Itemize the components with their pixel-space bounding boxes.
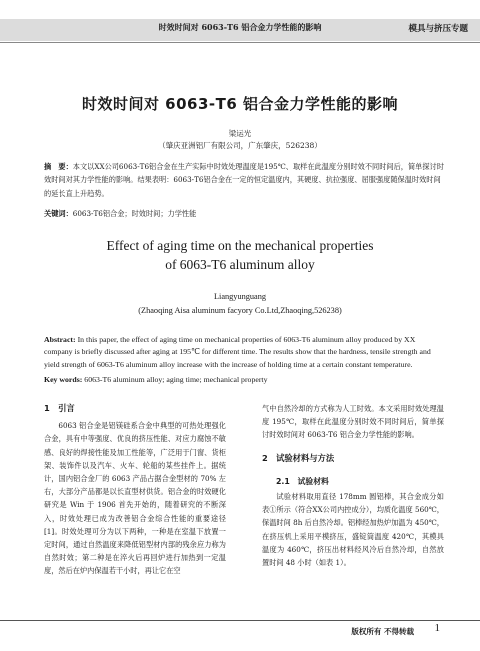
article-title-cn: 时效时间对 6063-T6 铝合金力学性能的影响 [81, 95, 399, 113]
abstract-label-cn: 摘 要： [44, 162, 73, 171]
section-2-heading: 2 试验材料与方法 [262, 452, 335, 463]
keywords-text-cn: 6063-T6铝合金；时效时间；力学性能 [72, 209, 197, 218]
abstract-cn [44, 160, 444, 200]
section-1-paragraph: 6063 铝合金是铝镁硅系合金中典型的可热处理强化合金，具有中等强度、优良的挤压性能、对应力腐蚀不敏感、良好的焊接性能及加工性能等，广泛用于门窗、货柜架、装饰件以及汽车、火车、轮船的某些挂件上。据统计，国内铝合金厂的 6063 产品占据合金型材的 70% 左右，大部分产品都是以长直型材供货。铝合金的时效硬化研究是 Win 于 1906 首先开始的，随着研究的不断深入，时效处理已成为改善铝合金综合性能的重要途径 [1]。时效处理可分为以下两种，一种是在室温下放置一定时间，通过自然温度来降低铝型材内部的残余应力称为自然时效；第二种是在淬火后再回炉进行加热到一定温度，然后在炉内保温若干小时，再让它在空 [44, 421, 226, 576]
footer-rule [0, 620, 480, 621]
abstract-en [44, 334, 444, 371]
right-column [262, 402, 444, 569]
section-2-1-heading: 2.1 试验材料 [276, 476, 329, 486]
affiliation-cn: （肇庆亚洲铝厂有限公司，广东肇庆，526238） [158, 141, 322, 150]
abstract-label-en: Abstract: [44, 335, 76, 344]
header-title: 时效时间对 6063-T6 铝合金力学性能的影响 [158, 22, 322, 32]
keywords-cn [44, 207, 444, 220]
keywords-text-en: 6063-T6 aluminum alloy; aging time; mechanical property [84, 375, 268, 384]
page-number: 1 [434, 622, 440, 634]
article-title-en-line1: Effect of aging time on the mechanical properties [106, 238, 374, 253]
keywords-label-cn: 关键词： [44, 209, 73, 218]
abstract-text-cn: 本文以XX公司6063-T6铝合金在生产实际中时效处理温度是195℃、取样在此温度分别时效不同时间后，简单探讨时效时间对其力学性能的影响。结果表明：6063-T6铝合金在一定的恒定温度内，其硬度、抗拉强度、屈服强度随保温时效时间的延长直上升趋势。 [44, 162, 444, 198]
keywords-en [44, 374, 444, 386]
header-rule [0, 42, 480, 43]
running-header [0, 0, 480, 44]
section-1-continued: 气中自然冷却的方式称为人工时效。本文采用时效处理温度 195℃，取样在此温度分别时效不同时间后，简单探讨时效时间对 6063-T6 铝合金力学性能的影响。 [262, 404, 444, 440]
abstract-text-en: In this paper, the effect of aging time on mechanical properties of 6063-T6 aluminum alloy produced by XX company is briefly discussed after aging at 195℃ for different time. The results show that the hardness, tensile strength and yield strength of 6063-T6 aluminum alloy increase with the increase of holding time at a certain constant temperature. [44, 335, 431, 369]
header-topic: 模具与挤压专题 [408, 24, 468, 34]
author-cn: 梁运光 [228, 129, 252, 138]
left-column [44, 402, 226, 578]
affiliation-en: (Zhaoqing Aisa aluminum facyory Co.Ltd,Zhaoqing,526238) [138, 306, 342, 315]
section-2-1-paragraph: 试验材料取用直径 178mm 圆铝棒，其合金成分如表①所示（符合XX公司内控成分），均质化温度 560℃，保温时间 8h 后自然冷却。铝棒经加热炉加温为 450℃，在挤压机上采用平模挤压，盛锭筒温度 420℃，其模具温度为 460℃，挤压出材料经风冷后自然冷却，自然放置时间 48 小时（如表 1）。 [262, 492, 444, 568]
article-title-en-line2: of 6063-T6 aluminum alloy [165, 257, 315, 272]
author-en: Liangyunguang [213, 292, 267, 301]
footer-rights: 版权所有 不得转载 [351, 627, 414, 636]
keywords-label-en: Key words: [44, 375, 83, 384]
section-1-heading: 1 引言 [44, 403, 75, 413]
